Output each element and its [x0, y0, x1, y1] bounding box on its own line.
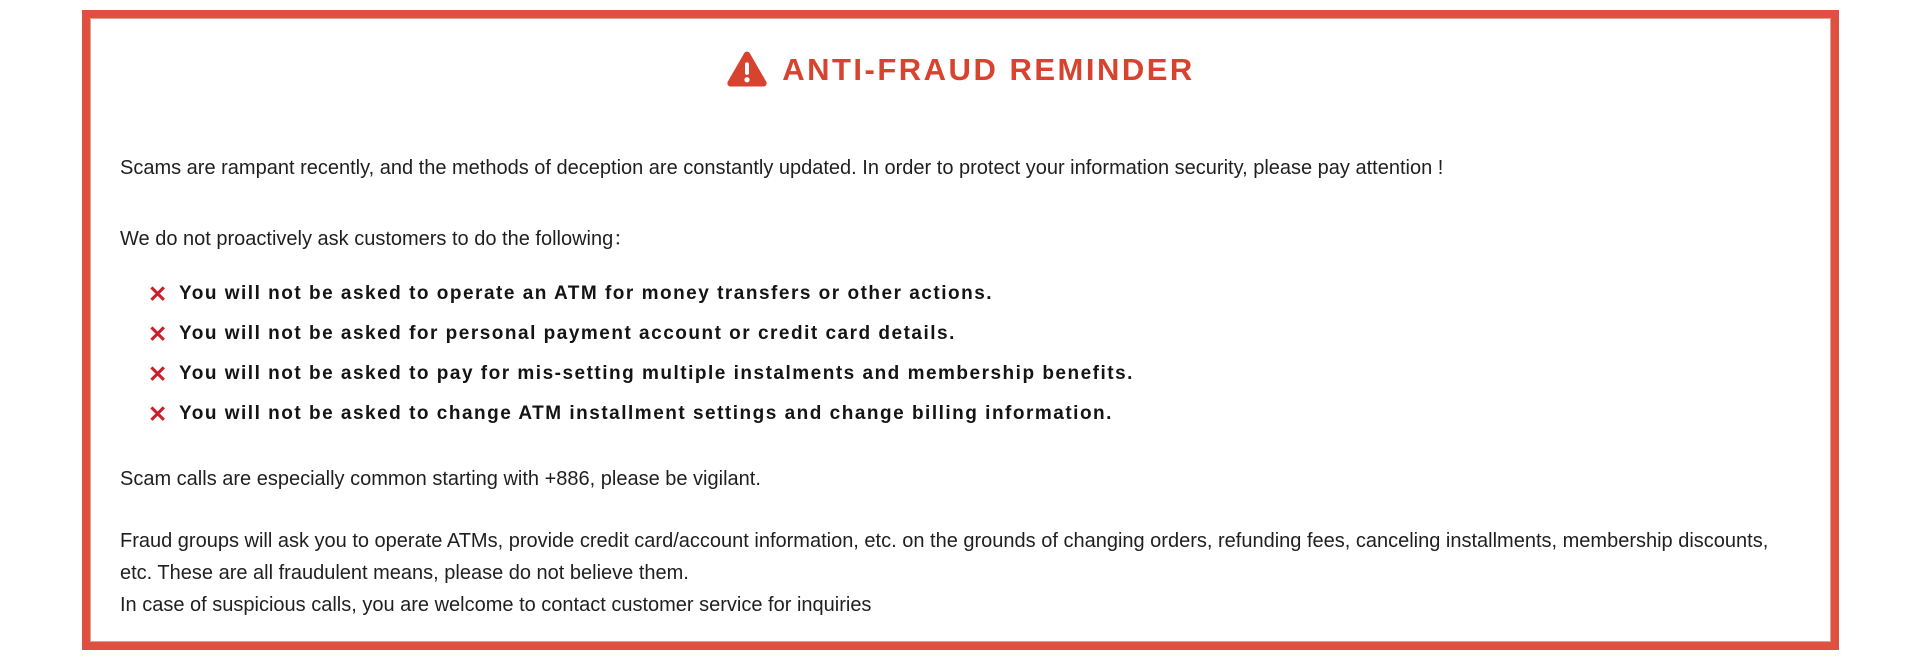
warning-item-installment-settings [148, 403, 1801, 425]
warning-item-label: You will not be asked to change ATM installment settings and change billing information. [179, 403, 1113, 424]
warning-list [148, 283, 1801, 425]
warning-item-mis-setting [148, 363, 1801, 385]
intro-paragraph: Scams are rampant recently, and the methods of deception are constantly updated. In order to protect your information security, please pay attention ! [120, 157, 1444, 179]
warning-item-label: You will not be asked to operate an ATM for money transfers or other actions. [179, 283, 994, 304]
header [120, 48, 1801, 92]
scam-calls-note: Scam calls are especially common starting with +886, please be vigilant. [120, 468, 761, 490]
x-mark-icon: ✕ [148, 401, 168, 427]
x-mark-icon: ✕ [148, 321, 168, 347]
x-mark-icon: ✕ [148, 281, 168, 307]
contact-note: In case of suspicious calls, you are welcome to contact customer service for inquiries [120, 594, 872, 616]
anti-fraud-reminder-panel [82, 10, 1839, 650]
fraud-groups-note: Fraud groups will ask you to operate ATMs, provide credit card/account information, etc. on the grounds of changing orders, refunding fees, canceling installments, membership discounts, etc. These are all fraudulent means, please do not believe them. [120, 530, 1769, 584]
warning-item-atm-operate [148, 283, 1801, 305]
warning-item-label: You will not be asked for personal payment account or credit card details. [179, 323, 956, 344]
following-statement: We do not proactively ask customers to do the following： [120, 228, 634, 250]
warning-item-payment-details [148, 323, 1801, 345]
x-mark-icon: ✕ [148, 361, 168, 387]
warning-item-label: You will not be asked to pay for mis-setting multiple instalments and membership benefits. [179, 363, 1134, 384]
page-title: ANTI-FRAUD REMINDER [782, 52, 1195, 87]
warning-triangle-icon [726, 50, 768, 90]
